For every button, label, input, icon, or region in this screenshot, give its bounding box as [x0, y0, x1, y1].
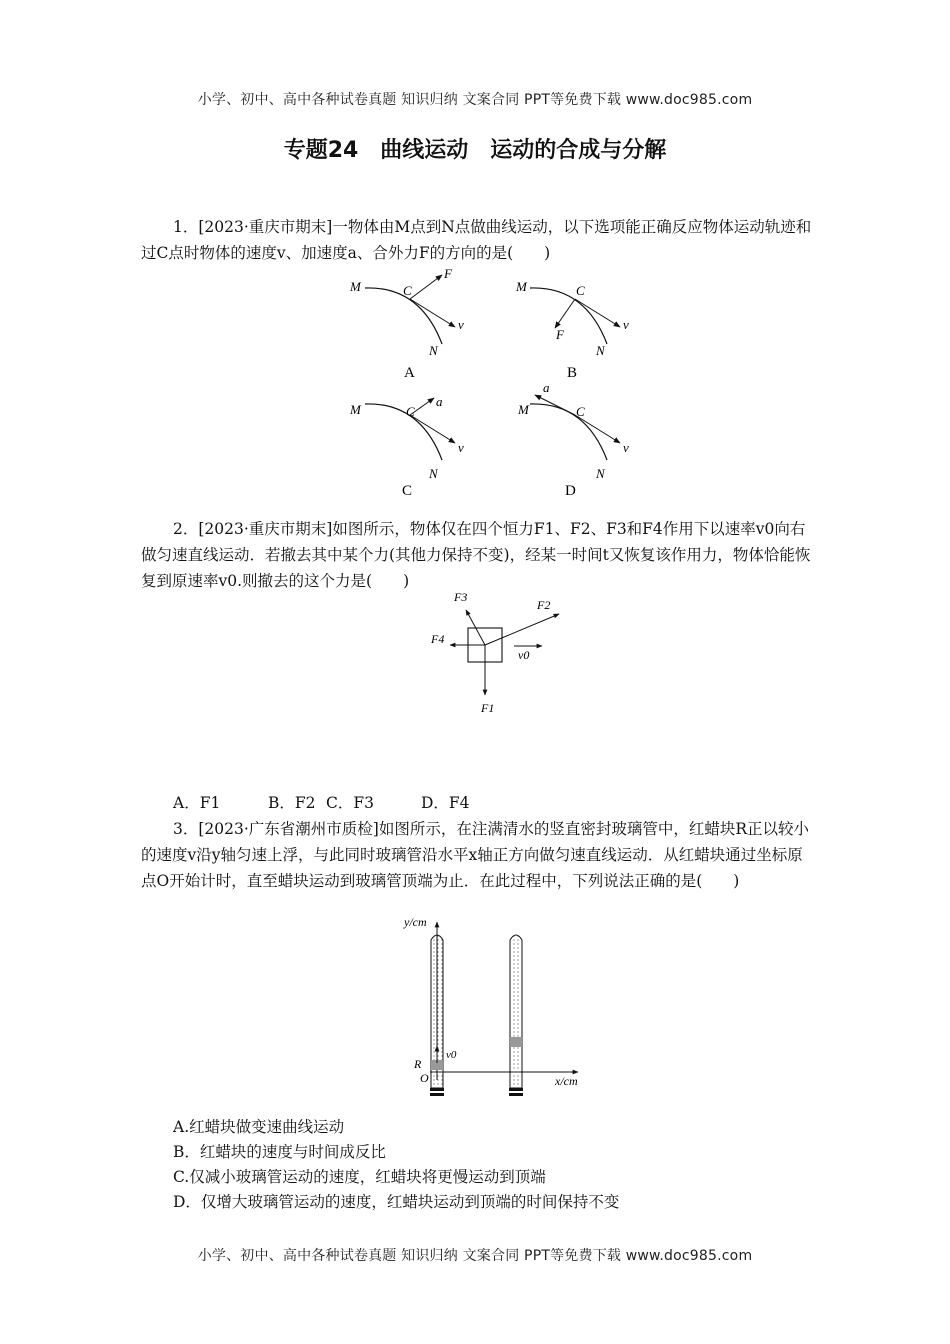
q3-option-c[interactable]: C.仅减小玻璃管运动的速度，红蜡块将更慢运动到顶端 [173, 1168, 546, 1186]
q3-option-d[interactable]: D．仅增大玻璃管运动的速度，红蜡块运动到顶端的时间保持不变 [173, 1193, 620, 1211]
label-o: O [420, 1071, 429, 1085]
question-3-text: 3．[2023·广东省潮州市质检]如图所示，在注满清水的竖直密封玻璃管中，红蜡块R正以较小的速度v沿y轴匀速上浮，与此同时玻璃管沿水平x轴正方向做匀速直线运动．从红蜡块通过坐标原点O开始计时，直至蜡块运动到玻璃管顶端为止．在此过程中，下列说法正确的是( ) [141, 820, 810, 890]
label-m: M [350, 279, 361, 294]
label-v: v [458, 317, 464, 332]
q1-option-b-diagram [515, 279, 629, 381]
label-f1: F1 [481, 701, 495, 715]
wax-block-moved [510, 1037, 522, 1047]
q1-figure [330, 268, 660, 500]
question-2-text: 2．[2023·重庆市期末]如图所示，物体仅在四个恒力F1、F2、F3和F4作用下以速率v0向右做匀速直线运动．若撤去其中某个力(其他力保持不变)，经某一时间t又恢复该作用力，物体恰能恢复到原速率v0.则撤去的这个力是( ) [141, 520, 811, 590]
axis-y-label: y/cm [404, 915, 427, 929]
label-c: C [403, 283, 412, 298]
label-v0: v0 [446, 1049, 457, 1061]
q1-option-c-diagram [349, 394, 464, 499]
label-a: a [436, 394, 443, 409]
option-letter-c: C [402, 483, 413, 499]
label-n: N [429, 343, 438, 358]
label-m: M [516, 279, 527, 294]
q1-option-d-diagram [517, 380, 629, 499]
q2-option-d[interactable]: D．F4 [421, 794, 470, 812]
label-c: C [406, 404, 415, 419]
q2-option-c[interactable]: C．F3 [326, 794, 374, 812]
label-m: M [350, 402, 361, 417]
label-v: v [623, 317, 629, 332]
label-v: v [623, 440, 629, 455]
label-a: a [543, 380, 550, 395]
label-f: F [556, 327, 564, 342]
q1-option-a-diagram [349, 268, 464, 381]
page-header: 小学、初中、高中各种试卷真题 知识归纳 文案合同 PPT等免费下载 www.doc985.com [197, 92, 753, 108]
label-c: C [576, 404, 585, 419]
label-n: N [596, 343, 605, 358]
question-1-text: 1．[2023·重庆市期末]一物体由M点到N点做曲线运动，以下选项能正确反应物体运动轨迹和过C点时物体的速度v、加速度a、合外力F的方向的是( ) [141, 218, 812, 262]
label-n: N [429, 466, 438, 481]
label-m: M [518, 402, 529, 417]
label-f4: F4 [431, 632, 445, 646]
q2-option-a[interactable]: A．F1 [173, 794, 221, 812]
label-v0: v0 [518, 648, 530, 662]
label-n: N [596, 466, 605, 481]
label-r: R [414, 1057, 422, 1071]
q3-option-a[interactable]: A.红蜡块做变速曲线运动 [173, 1118, 345, 1136]
q2-force-diagram [425, 590, 575, 720]
axis-x-label: x/cm [555, 1074, 578, 1088]
label-f: F [444, 268, 452, 281]
q2-option-b[interactable]: B．F2 [268, 794, 316, 812]
label-f3: F3 [454, 590, 468, 604]
option-letter-a: A [404, 365, 415, 381]
option-letter-d: D [565, 483, 576, 499]
page-footer: 小学、初中、高中各种试卷真题 知识归纳 文案合同 PPT等免费下载 www.doc985.com [197, 1248, 753, 1264]
q3-option-b[interactable]: B．红蜡块的速度与时间成反比 [173, 1143, 386, 1161]
option-letter-b: B [567, 365, 578, 381]
q3-tube-diagram [400, 910, 600, 1100]
label-v: v [458, 440, 464, 455]
page-title: 专题24 曲线运动 运动的合成与分解 [283, 138, 667, 163]
label-c: C [576, 283, 585, 298]
label-f2: F2 [537, 598, 551, 612]
